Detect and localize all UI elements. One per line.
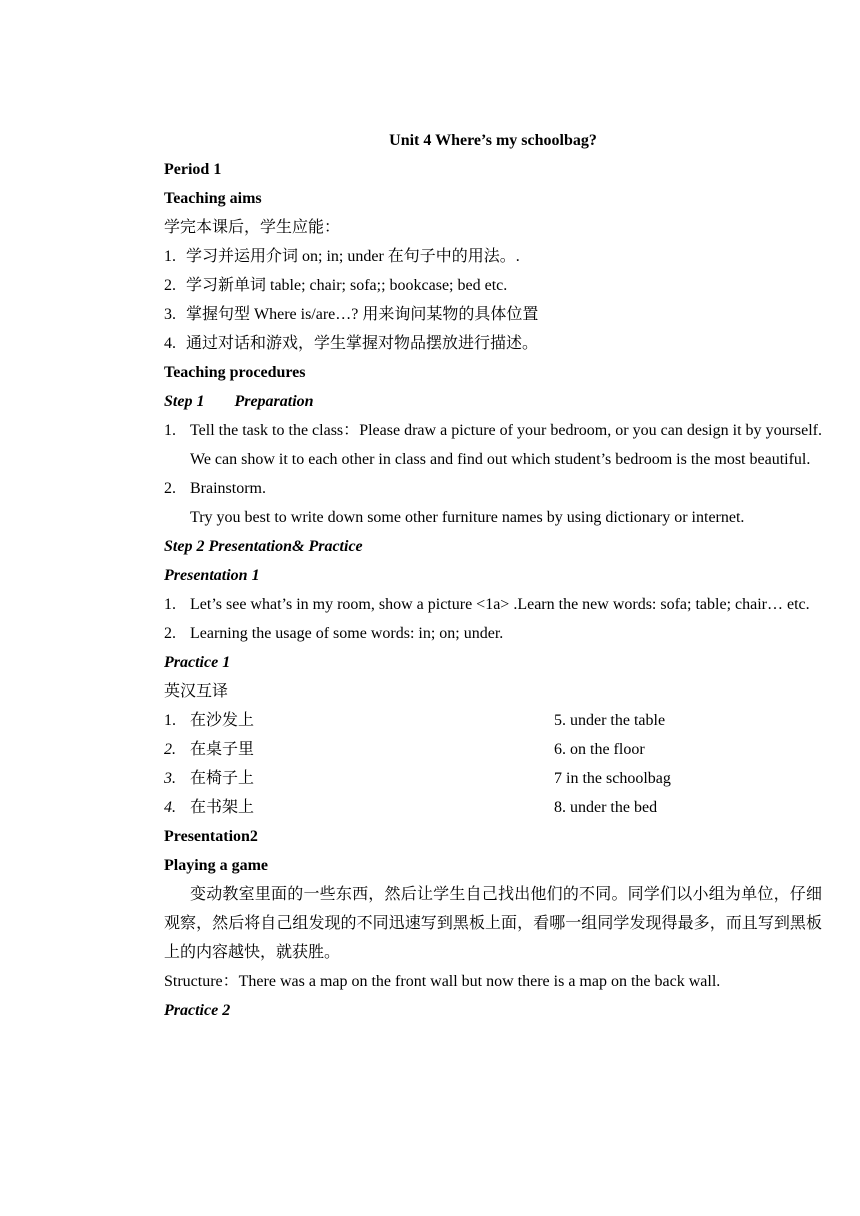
game-heading: Playing a game <box>164 857 268 874</box>
structure-line: Structure：There was a map on the front wall but now there is a map on the back wall. <box>164 973 721 990</box>
presentation2-heading: Presentation2 <box>164 828 258 845</box>
practice1-intro: 英汉互译 <box>164 683 229 700</box>
aim-item: 2. 学习新单词 table; chair; sofa;; bookcase; bed etc. <box>164 277 508 294</box>
step1-item-1: 1. Tell the task to the class：Please draw a picture of your bedroom, or you can design it by yourself. We can show it to each other in class and find out which student’s bedroom is the most beautiful. <box>164 422 822 468</box>
step1-extra: Try you best to write down some other furniture names by using dictionary or internet. <box>190 509 745 526</box>
step1-item-2: 2. Brainstorm. <box>164 480 266 497</box>
procedures-heading: Teaching procedures <box>164 364 306 381</box>
pres1-item-2: 2. Learning the usage of some words: in; on; under. <box>164 625 504 642</box>
practice1-heading: Practice 1 <box>164 654 231 671</box>
presentation1-heading: Presentation 1 <box>164 567 260 584</box>
aim-item: 1. 学习并运用介词 on; in; under 在句子中的用法。. <box>164 248 520 265</box>
translate-row: 2. 在桌子里 6. on the floor <box>164 741 645 758</box>
aims-intro: 学完本课后，学生应能： <box>164 219 341 236</box>
translate-row: 1. 在沙发上 5. under the table <box>164 712 666 729</box>
translate-row: 4. 在书架上 8. under the bed <box>164 799 658 816</box>
pres1-item-1: 1. Let’s see what’s in my room, show a picture <1a> .Learn the new words: sofa; table; chair… etc. <box>164 596 810 613</box>
game-text: 变动教室里面的一些东西，然后让学生自己找出他们的不同。同学们以小组为单位，仔细观察，然后将自己组发现的不同迅速写到黑板上面，看哪一组同学发现得最多，而且写到黑板上的内容越快，就获胜。 <box>164 886 822 961</box>
period-heading: Period 1 <box>164 161 222 178</box>
step1-heading: Step 1 Preparation <box>164 393 314 410</box>
step2-heading: Step 2 Presentation& Practice <box>164 538 363 555</box>
aim-item: 3. 掌握句型 Where is/are…? 用来询问某物的具体位置 <box>164 306 539 323</box>
practice2-heading: Practice 2 <box>164 1002 231 1019</box>
document-title: Unit 4 Where’s my schoolbag? <box>389 132 597 149</box>
document-page <box>164 126 822 1025</box>
aim-item: 4. 通过对话和游戏，学生掌握对物品摆放进行描述。 <box>164 335 539 352</box>
translate-row: 3. 在椅子上 7 in the schoolbag <box>164 770 671 787</box>
aims-heading: Teaching aims <box>164 190 262 207</box>
